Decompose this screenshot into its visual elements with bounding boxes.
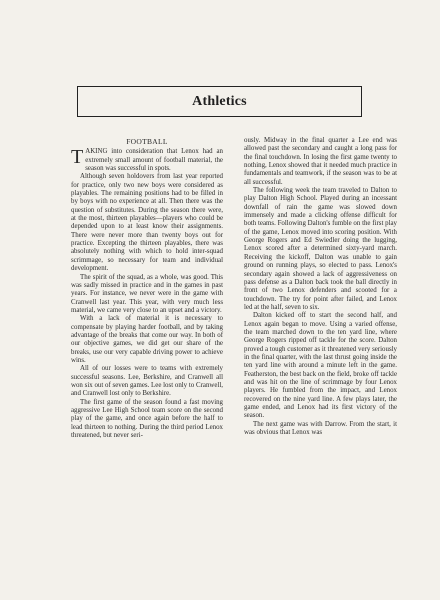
left-column <box>71 138 223 440</box>
paragraph-9: Dalton kicked off to start the second half, and Lenox again began to move. Using a varied offense, the team marched down to the ten yard line, where George Rogers ripped off tackle for the score. Dalton proved a tough customer as it threatened very seriously in the final quarter, with the last thrust going inside the ten yard line with around a minute left in the game. Featherston, the best back on the field, broke off tackle and was hit on the line of scrimmage by four Lenox players. He fumbled from the impact, and Lenox recovered on the nine yard line. A few plays later, the game ended, and Lenox had its first victory of the season. <box>244 312 397 420</box>
paragraph-7: ously. Midway in the final quarter a Lee end was allowed past the secondary and caught a long pass for the final touchdown. In losing the first game twenty to nothing, Lenox showed that it needed much practice in fundamentals and teamwork, if the season was to be at all successful. <box>244 137 397 186</box>
right-column <box>244 137 397 437</box>
paragraph-2: Although seven holdovers from last year reported for practice, only two new boys were considered as playables. The remaining positions had to be filled in by boys with no experience at all. Then there was the question of substitutes. During the season there were, at the most, thirteen playables—players who could be depended upon to at least know their assignments. There were never more than twenty boys out for practice. Excepting the thirteen playables, there was absolutely nothing with which to hold inter-squad scrimmage, so necessary for team and individual development. <box>71 173 223 273</box>
paragraph-1 <box>71 148 223 173</box>
paragraph-4: With a lack of material it is necessary to compensate by playing harder football, and by taking advantage of the breaks that come our way. In both of our objective games, we did get our share of the breaks, use our very capable driving power to achieve wins. <box>71 315 223 364</box>
section-heading: FOOTBALL <box>126 137 168 146</box>
paragraph-8: The following week the team traveled to Dalton to play Dalton High School. Played during an incessant downfall of rain the game was slowed down immensely and made a clicking offense difficult for both teams. Following Dalton's fumble on the first play of the game, Lenox moved into scoring position. With George Rogers and Ed Swiedler doing the lugging, Lenox scored after a determined sixty-yard march. Receiving the kickoff, Dalton was unable to gain ground on running plays, so elected to pass. Lenox's secondary again showed a lack of aggressiveness on pass defense as a Dalton back took the ball directly in front of two Lenox defenders and scooted for a touchdown. The try for point after failed, and Lenox led at the half, seven to six. <box>244 187 397 311</box>
paragraph-3: The spirit of the squad, as a whole, was good. This was sadly missed in practice and in the games in past years. For instance, we never were in the game with Cranwell last year. This year, with very much less material, we came very close to an upset and a victory. <box>71 273 223 314</box>
page-title: Athletics <box>192 93 247 109</box>
paragraph-1-text: AKING into consideration that Lenox had an extremely small amount of football material, the season was successful in spots. <box>85 148 223 173</box>
paragraph-6: The first game of the season found a fast moving aggressive Lee High School team score on the second play of the game, and once again before the half to lead thirteen to nothing. During the third period Lenox threatened, but never seri- <box>71 398 223 440</box>
paragraph-5: All of our losses were to teams with extremely successful seasons. Lee, Berkshire, and Cranwell all won six out of seven games. Lee lost only to Cranwell, and Cranwell lost only to Berkshire. <box>71 365 223 398</box>
drop-cap: T <box>71 146 84 169</box>
title-box <box>77 86 362 117</box>
paragraph-10: The next game was with Darrow. From the start, it was obvious that Lenox was <box>244 420 397 437</box>
